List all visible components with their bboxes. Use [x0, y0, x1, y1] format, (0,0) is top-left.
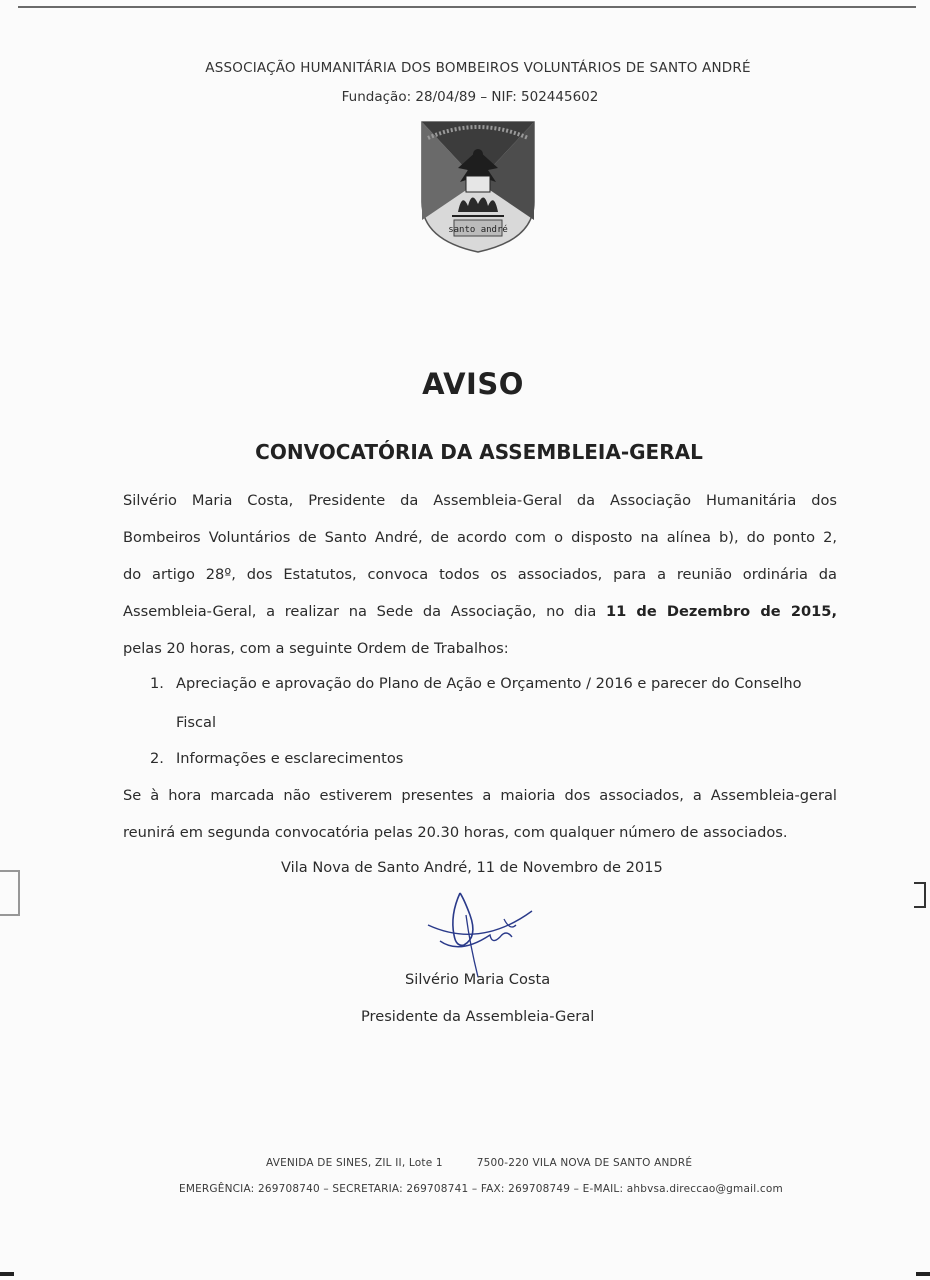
signer-title: Presidente da Assembleia-Geral — [361, 1008, 595, 1025]
foundation-nif: Fundação: 28/04/89 – NIF: 502445602 — [341, 89, 599, 105]
notice-closing — [123, 777, 837, 851]
agenda-item-continuation: Fiscal — [176, 714, 217, 731]
notice-body — [123, 482, 837, 667]
body-line: Silvério Maria Costa, Presidente da Assembleia-Geral da Associação Humanitária dos — [123, 492, 837, 509]
address-street: AVENIDA DE SINES, ZIL II, Lote 1 — [266, 1157, 443, 1169]
scan-top-border — [18, 6, 916, 8]
body-line: Bombeiros Voluntários de Santo André, de acordo com o disposto na alínea b), do ponto 2, — [123, 529, 837, 546]
emblem-text: santo andré — [448, 225, 508, 235]
scan-corner-mark — [0, 1272, 14, 1276]
closing-line: reunirá em segunda convocatória pelas 20.30 horas, com qualquer número de associados. — [123, 824, 788, 841]
body-line-with-date — [123, 593, 837, 630]
agenda-item-number: 2. — [150, 750, 164, 767]
organization-name: ASSOCIAÇÃO HUMANITÁRIA DOS BOMBEIROS VOLUNTÁRIOS DE SANTO ANDRÉ — [205, 60, 751, 76]
body-line-text: Assembleia-Geral, a realizar na Sede da Associação, no dia — [123, 603, 597, 620]
agenda-item-text: Apreciação e aprovação do Plano de Ação e Orçamento / 2016 e parecer do Conselho — [176, 675, 802, 692]
place-date: Vila Nova de Santo André, 11 de Novembro de 2015 — [281, 859, 663, 876]
agenda-item-text: Informações e esclarecimentos — [176, 750, 404, 767]
notice-subtitle: CONVOCATÓRIA DA ASSEMBLEIA-GERAL — [255, 440, 703, 464]
body-line: pelas 20 horas, com a seguinte Ordem de Trabalhos: — [123, 640, 509, 657]
notice-title: AVISO — [422, 367, 524, 401]
scan-edge-mark-right — [914, 882, 926, 908]
scan-corner-mark — [916, 1272, 930, 1276]
footer-contacts: EMERGÊNCIA: 269708740 – SECRETARIA: 269708741 – FAX: 269708749 – E-MAIL: ahbvsa.direccao@gmail.com — [179, 1183, 783, 1195]
fire-brigade-emblem — [420, 120, 536, 254]
body-line: do artigo 28º, dos Estatutos, convoca todos os associados, para a reunião ordinária da — [123, 566, 837, 583]
address-city: 7500-220 VILA NOVA DE SANTO ANDRÉ — [476, 1157, 693, 1169]
scan-edge-mark — [0, 870, 20, 916]
agenda-item-number: 1. — [150, 675, 164, 692]
handwritten-signature — [420, 885, 540, 980]
signer-name: Silvério Maria Costa — [405, 971, 551, 988]
closing-line: Se à hora marcada não estiverem presentes a maioria dos associados, a Assembleia-geral — [123, 787, 837, 804]
meeting-date: 11 de Dezembro de 2015, — [605, 603, 837, 620]
footer-address — [266, 1157, 692, 1169]
